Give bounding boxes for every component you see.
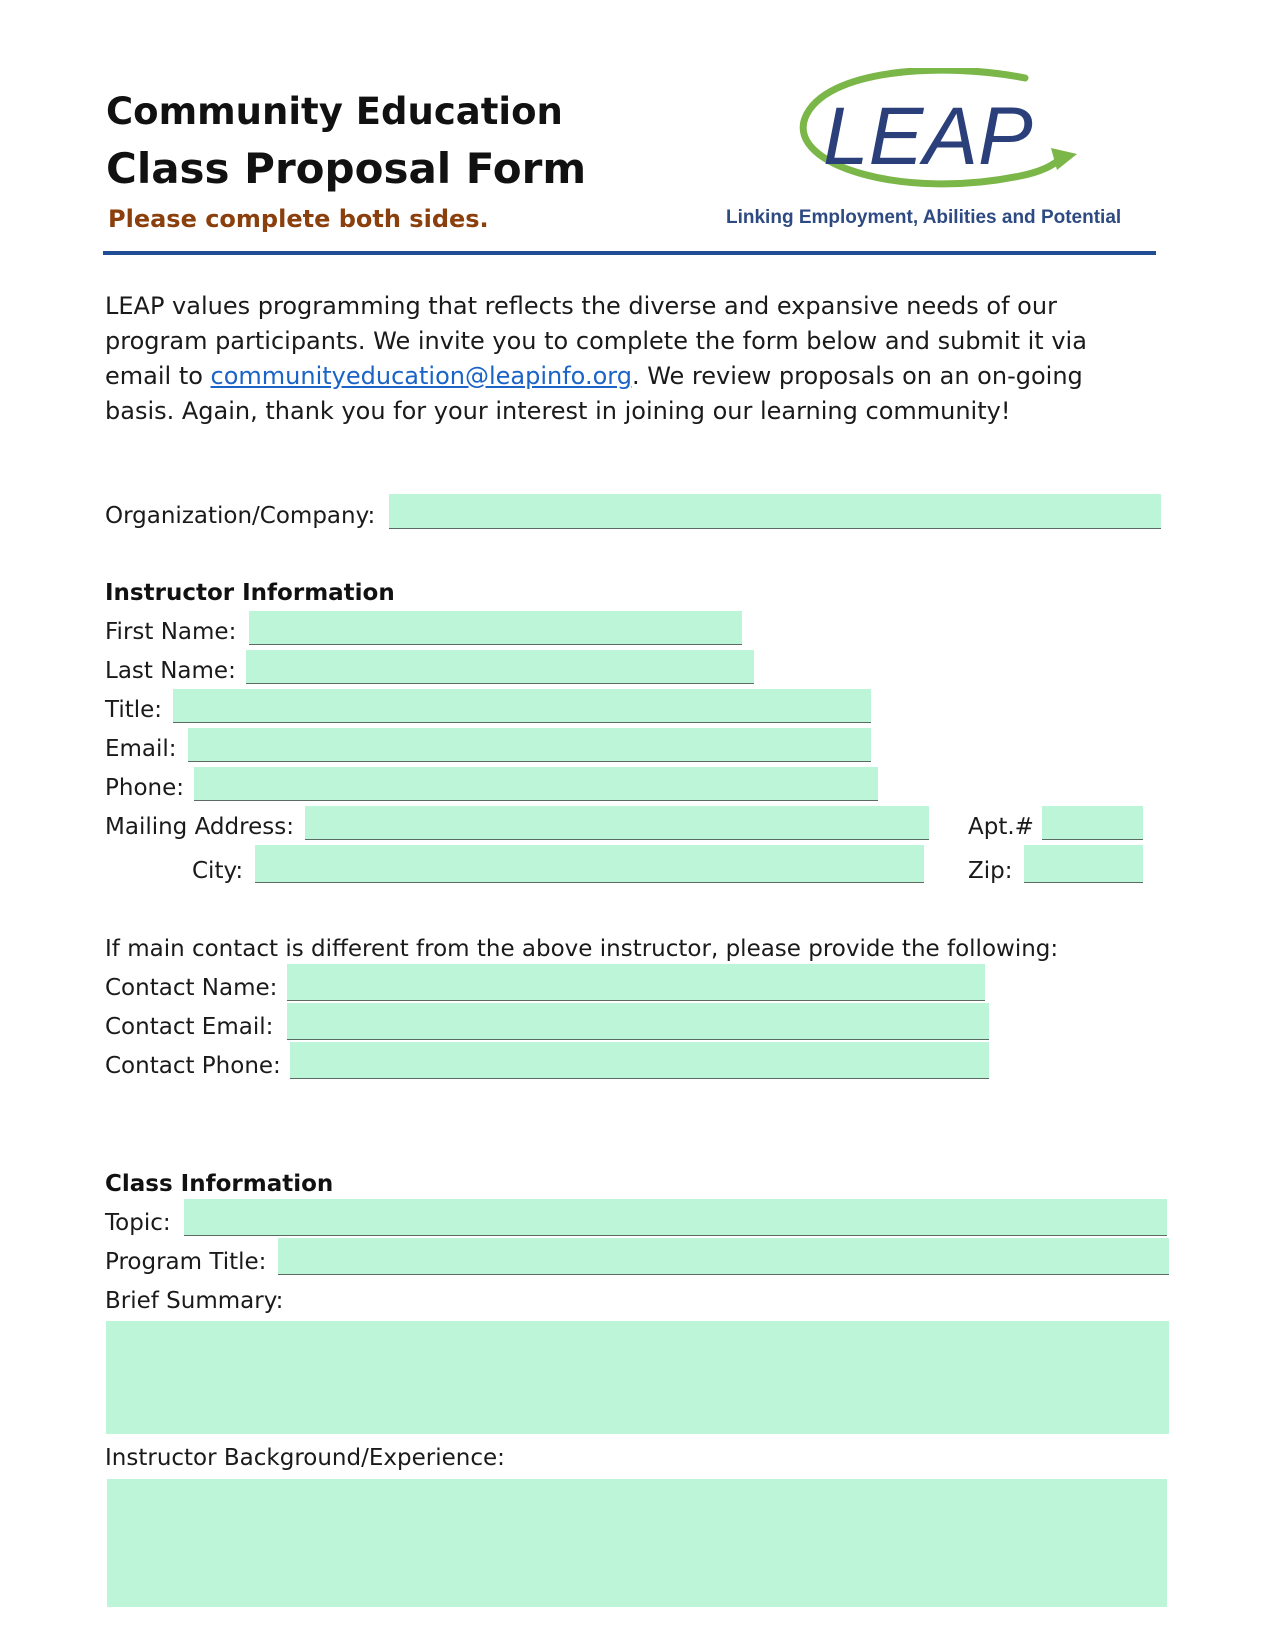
intro-line: basis. Again, thank you for your interest in joining our learning community! <box>105 397 1011 425</box>
header-divider <box>103 251 1156 255</box>
topic-input[interactable] <box>184 1199 1167 1236</box>
program-title-label: Program Title: <box>105 1249 267 1275</box>
title-label: Title: <box>105 697 163 723</box>
contact-name-label: Contact Name: <box>105 975 278 1001</box>
intro-line: LEAP values programming that reflects the diverse and expansive needs of our <box>105 292 1057 320</box>
email-label: Email: <box>105 736 177 762</box>
contact-email-label: Contact Email: <box>105 1014 274 1040</box>
topic-label: Topic: <box>105 1210 171 1236</box>
program-title-input[interactable] <box>278 1238 1169 1275</box>
background-label: Instructor Background/Experience: <box>105 1445 505 1471</box>
class-section-heading: Class Information <box>105 1171 334 1197</box>
intro-line: program participants. We invite you to complete the form below and submit it via <box>105 327 1087 355</box>
apt-input[interactable] <box>1042 806 1143 840</box>
zip-input[interactable] <box>1024 845 1143 883</box>
email-input[interactable] <box>188 728 871 762</box>
complete-both-sides-note: Please complete both sides. <box>108 205 489 233</box>
first-name-input[interactable] <box>249 611 742 645</box>
organization-input[interactable] <box>389 494 1161 529</box>
page-title-line1: Community Education <box>106 90 563 133</box>
last-name-input[interactable] <box>246 650 754 684</box>
mailing-address-label: Mailing Address: <box>105 814 294 840</box>
contact-email-input[interactable] <box>287 1003 989 1040</box>
summary-textarea[interactable] <box>106 1321 1169 1434</box>
mailing-address-input[interactable] <box>305 806 929 840</box>
contact-name-input[interactable] <box>287 964 985 1001</box>
leap-logo-swoosh-icon <box>795 68 1085 203</box>
contact-phone-label: Contact Phone: <box>105 1053 281 1079</box>
organization-label: Organization/Company: <box>105 503 376 529</box>
contact-phone-input[interactable] <box>290 1042 989 1079</box>
first-name-label: First Name: <box>105 619 237 645</box>
zip-label: Zip: <box>968 858 1013 884</box>
summary-label: Brief Summary: <box>105 1288 284 1314</box>
phone-input[interactable] <box>194 767 878 801</box>
city-label: City: <box>192 858 244 884</box>
title-input[interactable] <box>173 689 871 723</box>
intro-line <box>105 359 1185 394</box>
leap-logo <box>795 68 1085 203</box>
city-input[interactable] <box>255 845 924 883</box>
leap-wordmark: LEAP <box>823 91 1033 182</box>
apt-label: Apt.# <box>968 814 1034 840</box>
intro-line3-prefix: email to <box>105 362 211 390</box>
intro-line3-suffix: . We review proposals on an on-going <box>631 362 1083 390</box>
page-title-line2: Class Proposal Form <box>106 144 587 193</box>
contact-intro: If main contact is different from the above instructor, please provide the following: <box>105 936 1059 962</box>
phone-label: Phone: <box>105 775 184 801</box>
email-link[interactable]: communityeducation@leapinfo.org <box>210 362 632 390</box>
intro-paragraph <box>105 289 1185 429</box>
instructor-section-heading: Instructor Information <box>105 580 395 606</box>
leap-tagline: Linking Employment, Abilities and Potential <box>726 207 1122 228</box>
last-name-label: Last Name: <box>105 658 236 684</box>
background-textarea[interactable] <box>107 1479 1167 1607</box>
